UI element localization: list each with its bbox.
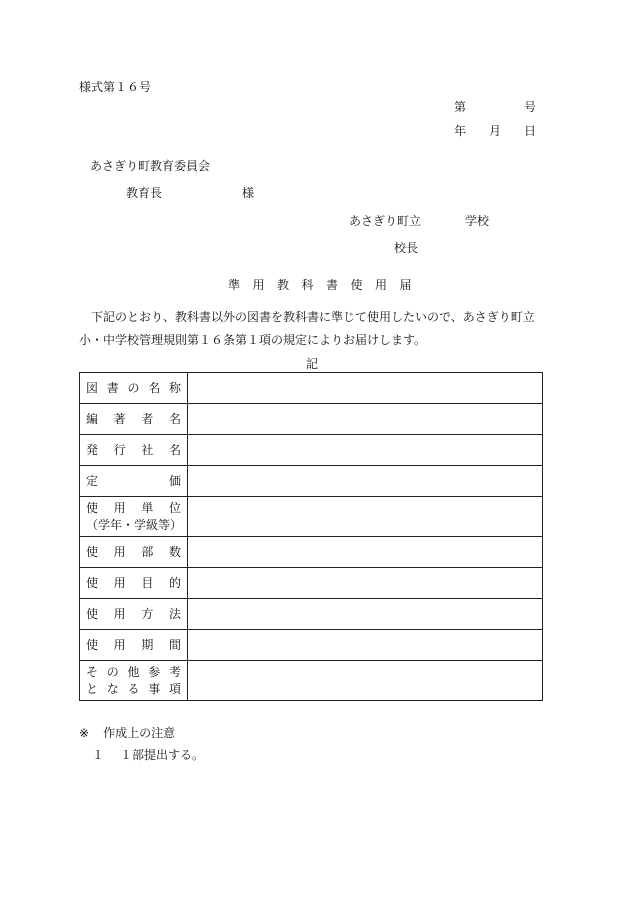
- document-body: 下記のとおり、教科書以外の図書を教科書に準じて使用したいので、あさぎり町立小・中学校管理規則第１６条第１項の規定によりお届けします。: [79, 310, 535, 347]
- table-row: [80, 404, 543, 435]
- row-label-text: 編 著 者 名: [86, 412, 181, 426]
- row-label-text: 使 用 方 法: [86, 607, 181, 621]
- recipient-organization: あさぎり町教育委員会: [90, 159, 211, 173]
- note-item: [92, 749, 204, 761]
- document-title: 準用教科書使用届: [228, 278, 425, 292]
- row-label-sub: （学年・学級等）: [86, 518, 183, 532]
- row-label: [80, 497, 188, 537]
- items-table: [79, 372, 543, 701]
- table-row: [80, 373, 543, 404]
- sender-school: 学校: [465, 214, 490, 228]
- notes-heading: [79, 727, 175, 739]
- row-value-field[interactable]: [188, 661, 543, 701]
- document-number-prefix: 第: [454, 100, 467, 114]
- form-number: 様式第１６号: [79, 80, 152, 94]
- row-label: [80, 661, 188, 701]
- table-row: [80, 568, 543, 599]
- table-row: [80, 466, 543, 497]
- document-number-suffix: 号: [524, 100, 537, 114]
- table-row: [80, 497, 543, 537]
- note-text: １部提出する。: [120, 748, 205, 762]
- row-value-field[interactable]: [188, 435, 543, 466]
- row-label-text: 使 用 目 的: [86, 576, 181, 590]
- recipient-title: 教育長: [126, 186, 163, 200]
- row-label: [80, 599, 188, 630]
- table-row: [80, 537, 543, 568]
- row-label-text: 使 用 部 数: [86, 545, 181, 559]
- row-label: [80, 466, 188, 497]
- recipient-honorific: 様: [242, 186, 255, 200]
- row-value-field[interactable]: [188, 373, 543, 404]
- sender-town: あさぎり町立: [349, 214, 422, 228]
- date-year-label: 年: [454, 124, 467, 138]
- table-row: [80, 630, 543, 661]
- row-label: [80, 630, 188, 661]
- row-label-text: 定 価: [86, 474, 181, 488]
- row-value-field[interactable]: [188, 537, 543, 568]
- row-label: [80, 568, 188, 599]
- notes-mark: ※: [79, 726, 90, 740]
- table-row: [80, 599, 543, 630]
- row-label-text-line2: と な る 事 項: [86, 682, 181, 696]
- date-month-label: 月: [489, 124, 502, 138]
- row-value-field[interactable]: [188, 568, 543, 599]
- row-label: [80, 537, 188, 568]
- row-label-text: そ の 他 参 考: [86, 665, 181, 679]
- note-number: １: [92, 748, 105, 762]
- table-row: [80, 661, 543, 701]
- sender-principal: 校長: [394, 241, 419, 255]
- date-day-label: 日: [524, 124, 537, 138]
- row-label: [80, 404, 188, 435]
- row-label: [80, 373, 188, 404]
- row-value-field[interactable]: [188, 466, 543, 497]
- row-value-field[interactable]: [188, 404, 543, 435]
- row-value-field[interactable]: [188, 497, 543, 537]
- row-label-text: 図 書 の 名 称: [86, 381, 181, 395]
- notes-heading-text: 作成上の注意: [103, 726, 176, 740]
- row-label: [80, 435, 188, 466]
- ki-marker: 記: [306, 357, 319, 371]
- row-label-text: 使 用 期 間: [86, 638, 181, 652]
- table-row: [80, 435, 543, 466]
- row-label-text: 使 用 単 位: [86, 501, 181, 515]
- row-value-field[interactable]: [188, 599, 543, 630]
- row-value-field[interactable]: [188, 630, 543, 661]
- row-label-text: 発 行 社 名: [86, 443, 181, 457]
